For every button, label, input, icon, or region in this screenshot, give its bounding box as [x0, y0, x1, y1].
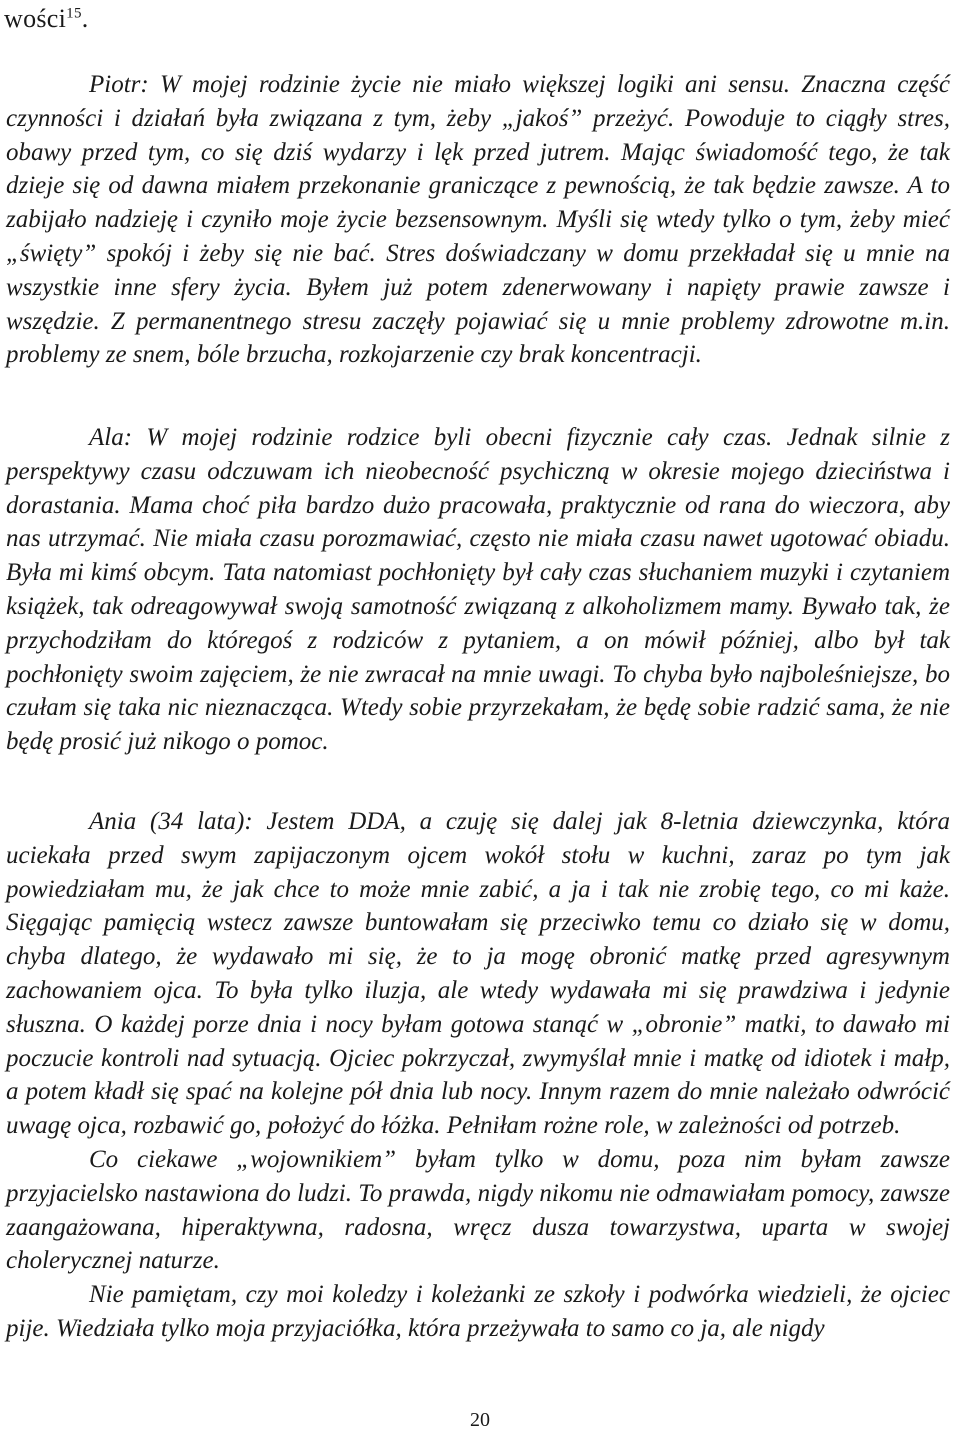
continued-word-period: .	[81, 4, 89, 33]
paragraph: Nie pamiętam, czy moi koledzy i koleżanki ze szkoły i podwórka wiedzieli, że ojciec pije. Wiedziała tylko moja przyjaciółka, która przeżywała to samo co ja, ale nigdy	[6, 1281, 950, 1342]
testimony-ala	[6, 421, 950, 759]
testimony-piotr	[6, 68, 950, 372]
footnote-reference: 15	[66, 5, 82, 22]
paragraph: Co ciekawe „wojownikiem” byłam tylko w domu, poza nim byłam zawsze przyjacielsko nastawiona do ludzi. To prawda, nigdy nikomu nie odmawiałam pomocy, zawsze zaangażowana, hiperaktywna, radosna, wręcz dusza towarzystwa, uparta w swojej cholerycznej naturze.	[6, 1145, 950, 1275]
page-number: 20	[470, 1409, 490, 1431]
paragraph: Ala: W mojej rodzinie rodzice byli obecni fizycznie cały czas. Jednak silnie z perspektywy czasu odczuwam ich nieobecność psychiczną w okresie mojego dzieciństwa i dorastania. Mama choć piła bardzo dużo pracowała, praktycznie od rana do wieczora, aby nas utrzymać. Nie miała czasu porozmawiać, często nie miała czasu nawet ugotować obiadu. Była mi kimś obcym. Tata natomiast pochłonięty był cały czas słuchaniem muzyki i czytaniem książek, tak odreagowywał swoją samotność związaną z alkoholizmem mamy. Bywało tak, że przychodziłam do któregoś z rodziców z pytaniem, a on mówił później, albo był tak pochłonięty swoim zajęciem, że nie zwracał na mnie uwagi. To chyba było najboleśniejsze, bo czułam się taka nic nieznacząca. Wtedy sobie przyrzekałam, że będę sobie radzić sama, że nie będę prosić już nikogo o pomoc.	[6, 424, 950, 756]
continued-word	[4, 2, 89, 36]
continued-word-text: wości	[4, 4, 67, 33]
paragraph: Ania (34 lata): Jestem DDA, a czuję się dalej jak 8-letnia dziewczynka, która uciekała przed swym zapijaczonym ojcem wokół stołu w kuchni, zaraz po tym jak powiedziałam mu, że jak chce to może mnie zabić, a ja i tak nie zrobię tego, co mi każe. Sięgając pamięcią wstecz zawsze buntowałam się przeciwko temu co działo się w domu, chyba dlatego, że wydawało mi się, że to ja mogę obronić matkę przed agresywnym zachowaniem ojca. To była tylko iluzja, ale wtedy wydawała mi się prawdziwa i jedynie słuszna. O każdej porze dnia i nocy byłam gotowa stanąć w „obronie” matki, to dawało mi poczucie kontroli nad sytuacją. Ojciec pokrzyczał, zwymyślał mnie i matkę od idiotek i małp, a potem kładł się spać na kolejne pół dnia lub nocy. Innym razem do mnie należało odwrócić uwagę ojca, rozbawić go, położyć do łóżka. Pełniłam rożne role, w zależności od potrzeb.	[6, 808, 950, 1140]
paragraph: Piotr: W mojej rodzinie życie nie miało większej logiki ani sensu. Znaczna część czynności i działań była związana z tym, żeby „jakoś” przeżyć. Powoduje to ciągły stres, obawy przed tym, co się dziś wydarzy i lęk przed jutrem. Mając świadomość tego, że tak dzieje się od dawna miałem przekonanie graniczące z pewnością, że tak będzie zawsze. A to zabijało nadzieję i czyniło moje życie bezsensownym. Myśli się wtedy tylko o tym, żeby mieć „święty” spokój i żeby się nie bać. Stres doświadczany w domu przekładał się u mnie na wszystkie inne sfery życia. Byłem już potem zdenerwowany i napięty prawie zawsze i wszędzie. Z permanentnego stresu zaczęły pojawiać się u mnie problemy zdrowotne m.in. problemy ze snem, bóle brzucha, rozkojarzenie czy brak koncentracji.	[6, 71, 950, 369]
testimony-ania	[6, 805, 950, 1346]
